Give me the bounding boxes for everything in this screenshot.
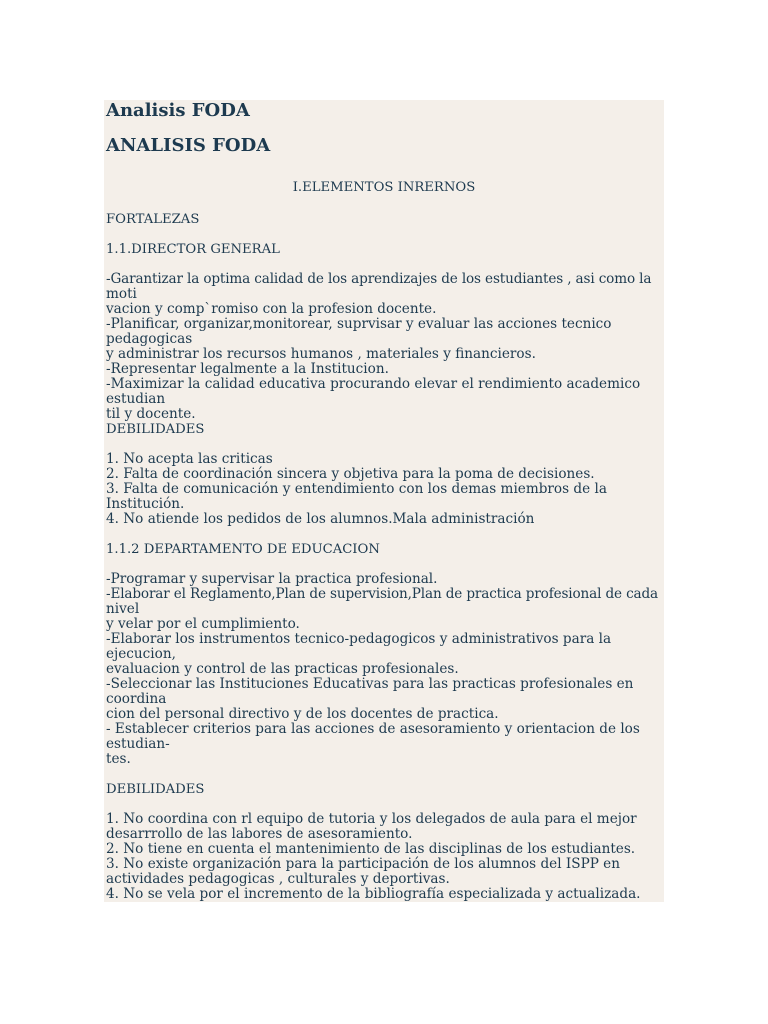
document-subtitle: ANALISIS FODA: [106, 135, 271, 156]
departamento-line: - Establecer criterios para las acciones de asesoramiento y orientacion de los: [106, 721, 640, 737]
departamento-line: estudian-: [106, 736, 170, 752]
director-debilidad-item: Institución.: [106, 496, 185, 512]
departamento-line: y velar por el cumplimiento.: [106, 616, 300, 632]
director-debilidad-item: 1. No acepta las criticas: [106, 451, 273, 467]
departamento-line: cion del personal directivo y de los docentes de practica.: [106, 706, 499, 722]
director-debilidad-item: 3. Falta de comunicación y entendimiento con los demas miembros de la: [106, 481, 607, 497]
document-page: [104, 100, 664, 902]
section-heading: I.ELEMENTOS INRERNOS: [292, 180, 476, 195]
director-line: -Representar legalmente a la Institucion.: [106, 361, 389, 377]
director-line: til y docente.: [106, 406, 196, 422]
departamento-debilidad-item: 3. No existe organización para la participación de los alumnos del ISPP en: [106, 856, 620, 872]
director-debilidad-item: 4. No atiende los pedidos de los alumnos.Mala administración: [106, 511, 535, 527]
departamento-line: -Programar y supervisar la practica profesional.: [106, 571, 438, 587]
director-debilidad-item: 2. Falta de coordinación sincera y objetiva para la poma de decisiones.: [106, 466, 595, 482]
departamento-debilidad-item: 2. No tiene en cuenta el mantenimiento de las disciplinas de los estudiantes.: [106, 841, 636, 857]
director-heading: 1.1.DIRECTOR GENERAL: [106, 242, 280, 257]
director-line: pedagogicas: [106, 331, 193, 347]
director-line: estudian: [106, 391, 166, 407]
departamento-line: nivel: [106, 601, 140, 617]
departamento-debilidad-item: actividades pedagogicas , culturales y deportivas.: [106, 871, 450, 887]
director-line: -Planificar, organizar,monitorear, suprvisar y evaluar las acciones tecnico: [106, 316, 612, 332]
director-line: vacion y comp`romiso con la profesion docente.: [106, 301, 437, 317]
document-title: Analisis FODA: [106, 100, 250, 121]
director-line: moti: [106, 286, 137, 302]
departamento-debilidad-item: 4. No se vela por el incremento de la bibliografía especializada y actualizada.: [106, 886, 641, 902]
director-line: y administrar los recursos humanos , materiales y financieros.: [106, 346, 536, 362]
departamento-line: ejecucion,: [106, 646, 176, 662]
departamento-line: evaluacion y control de las practicas profesionales.: [106, 661, 459, 677]
departamento-line: -Seleccionar las Instituciones Educativas para las practicas profesionales en: [106, 676, 634, 692]
departamento-debilidades-label: DEBILIDADES: [106, 782, 205, 797]
departamento-debilidad-item: 1. No coordina con rl equipo de tutoria y los delegados de aula para el mejor: [106, 811, 637, 827]
departamento-line: -Elaborar los instrumentos tecnico-pedagogicos y administrativos para la: [106, 631, 612, 647]
fortalezas-label: FORTALEZAS: [106, 212, 200, 227]
director-line: -Garantizar la optima calidad de los aprendizajes de los estudiantes , asi como la: [106, 271, 652, 287]
departamento-line: coordina: [106, 691, 167, 707]
departamento-debilidad-item: desarrrollo de las labores de asesoramiento.: [106, 826, 413, 842]
director-debilidades-label: DEBILIDADES: [106, 422, 205, 437]
departamento-line: -Elaborar el Reglamento,Plan de supervision,Plan de practica profesional de cada: [106, 586, 659, 602]
departamento-heading: 1.1.2 DEPARTAMENTO DE EDUCACION: [106, 542, 380, 557]
director-line: -Maximizar la calidad educativa procurando elevar el rendimiento academico: [106, 376, 641, 392]
departamento-line: tes.: [106, 751, 131, 767]
